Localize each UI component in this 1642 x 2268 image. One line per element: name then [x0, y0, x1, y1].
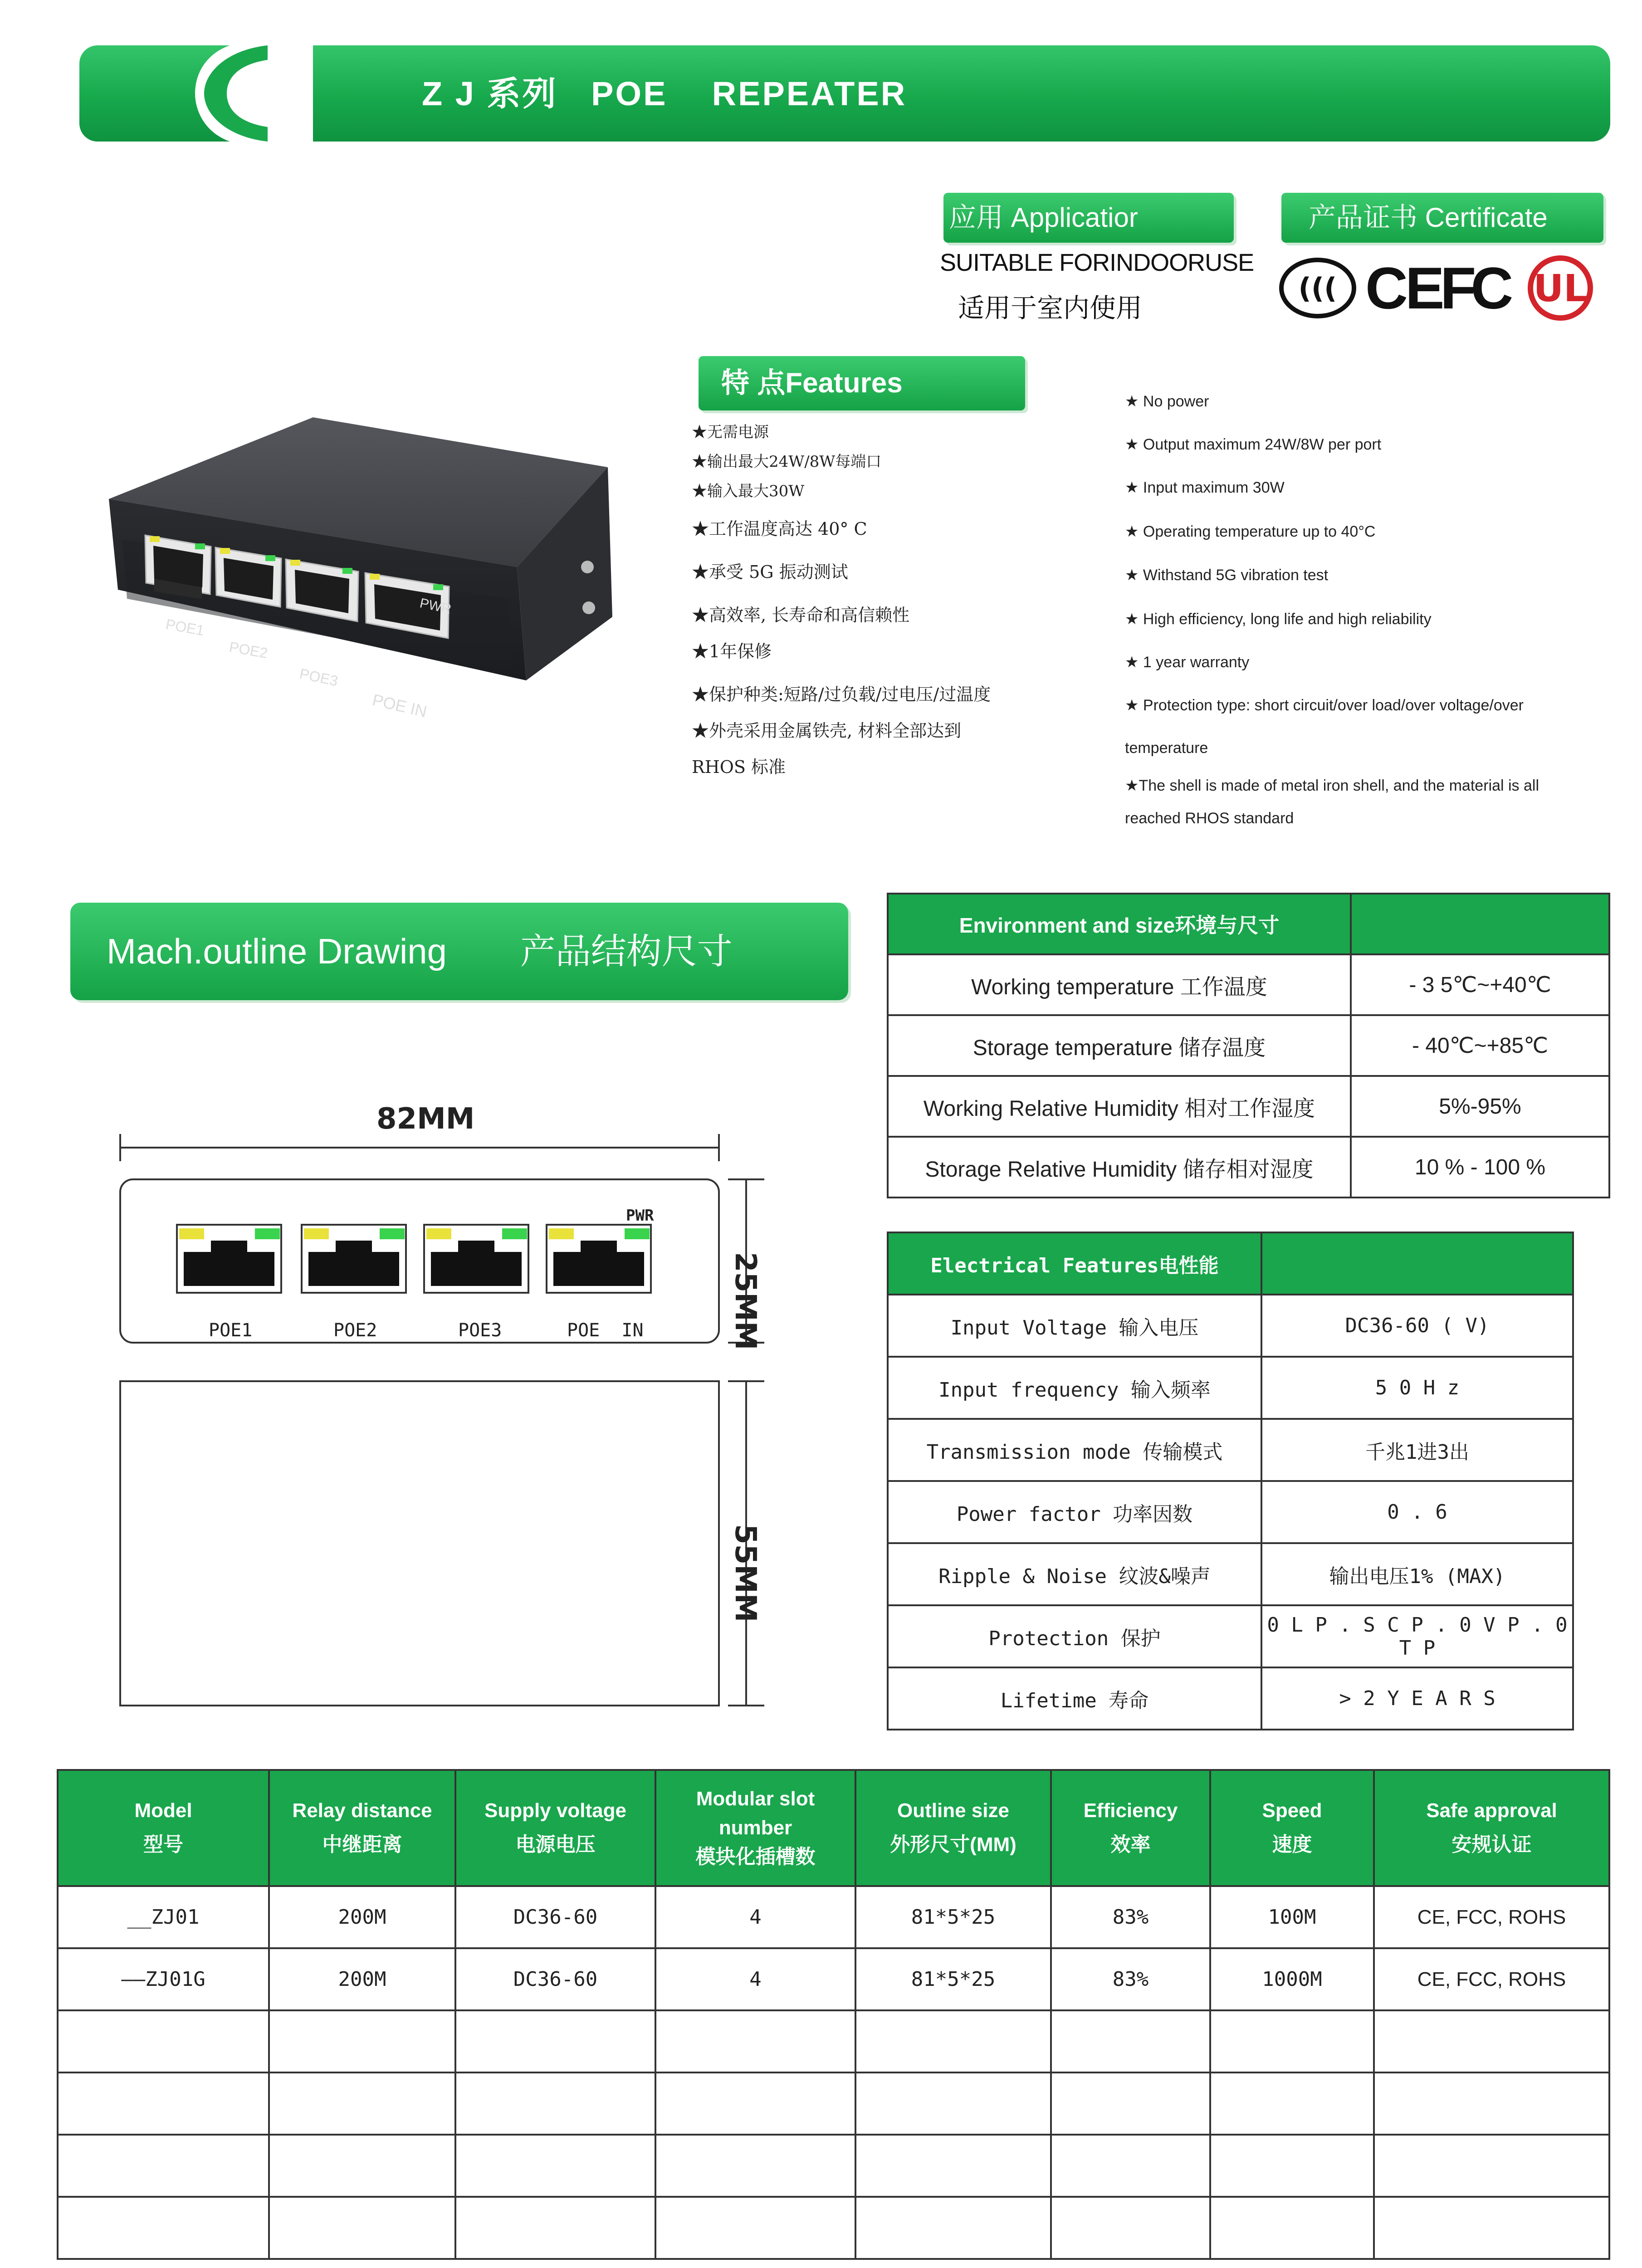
table-row	[888, 1481, 1573, 1543]
elec-value: 0 L P . S C P . 0 V P . 0 T P	[1261, 1605, 1573, 1667]
width-dimension-label: 82MM	[376, 1102, 475, 1136]
col-outline-en: Outline size	[897, 1799, 1009, 1822]
feature-cn-8: ★保护种类:短路/过负载/过电压/过温度	[692, 684, 991, 704]
photo-port-label-2: POE2	[228, 638, 269, 662]
col-supply-cn: 电源电压	[515, 1833, 596, 1856]
drawing-port-label-1: POE1	[209, 1320, 253, 1341]
table-cell: 100M	[1210, 1886, 1374, 1948]
table-cell	[455, 2135, 655, 2197]
col-speed-en: Speed	[1262, 1799, 1322, 1822]
outline-drawing	[109, 1107, 798, 1728]
elec-value: 千兆1进3出	[1261, 1419, 1573, 1481]
ce-logo-icon: CE	[1365, 255, 1442, 321]
table-header	[888, 1232, 1573, 1295]
drawing-pwr-label: PWR	[626, 1207, 654, 1225]
table-cell	[269, 2010, 455, 2072]
elec-label: Transmission mode 传输模式	[888, 1419, 1261, 1481]
env-label: Storage temperature 储存温度	[888, 1015, 1351, 1076]
table-cell	[1374, 2072, 1609, 2135]
col-model-cn: 型号	[143, 1833, 183, 1856]
elec-value: 0 . 6	[1261, 1481, 1573, 1543]
table-cell	[1210, 2072, 1374, 2135]
table-cell: ——ZJ01G	[58, 1948, 269, 2010]
electrical-table	[887, 1232, 1574, 1730]
env-header-label: Environment and size环境与尺寸	[888, 894, 1351, 954]
elec-label: Ripple & Noise 纹波&噪声	[888, 1543, 1261, 1605]
features-tab: 特 点Features	[699, 356, 1025, 411]
table-header	[58, 1770, 1609, 1886]
table-row	[888, 954, 1609, 1015]
elec-header-value	[1261, 1232, 1573, 1295]
table-cell	[855, 2197, 1051, 2259]
svg-text:UL: UL	[1533, 267, 1588, 310]
table-cell	[1374, 2010, 1609, 2072]
elec-label: Power factor 功率因数	[888, 1481, 1261, 1543]
table-cell: DC36-60	[455, 1886, 655, 1948]
header-title: Z J 系列 POE REPEATER	[422, 75, 907, 112]
feature-cn-6: ★高效率, 长寿命和高信赖性	[692, 605, 910, 625]
table-cell	[1051, 2072, 1210, 2135]
col-efficiency-en: Efficiency	[1083, 1799, 1178, 1822]
table-header	[888, 894, 1609, 954]
elec-value: DC36-60 ( V)	[1261, 1295, 1573, 1357]
certificate-tab: 产品证书 Certificate	[1281, 193, 1603, 243]
table-cell	[455, 2197, 655, 2259]
table-row	[58, 2135, 1609, 2197]
mach-outline-tab	[70, 903, 848, 1000]
table-row	[58, 2197, 1609, 2259]
feature-cn-7: ★1年保修	[692, 641, 772, 661]
feature-en-10: ★The shell is made of metal iron shell, and the material is all	[1125, 777, 1539, 794]
table-cell	[655, 2135, 855, 2197]
table-cell	[1210, 2197, 1374, 2259]
env-value: 10 % - 100 %	[1351, 1137, 1609, 1198]
table-cell	[1051, 2010, 1210, 2072]
col-outline	[855, 1770, 1051, 1886]
table-cell: 83%	[1051, 1886, 1210, 1948]
env-header-value	[1351, 894, 1609, 954]
env-value: - 40℃~+85℃	[1351, 1015, 1609, 1076]
elec-value: 5 0 H z	[1261, 1357, 1573, 1419]
env-label: Working Relative Humidity 相对工作湿度	[888, 1076, 1351, 1137]
col-outline-cn: 外形尺寸(MM)	[890, 1833, 1016, 1856]
feature-cn-4: ★工作温度高达 40° C	[692, 519, 867, 539]
drawing-port-label-3: POE3	[458, 1320, 502, 1341]
table-row	[58, 2072, 1609, 2135]
table-cell	[1051, 2135, 1210, 2197]
table-cell	[655, 2197, 855, 2259]
table-cell	[58, 2072, 269, 2135]
col-supply-en: Supply voltage	[484, 1799, 626, 1822]
col-relay-cn: 中继距离	[322, 1833, 402, 1856]
product-photo	[100, 417, 621, 780]
feature-cn-2: ★输出最大24W/8W每端口	[692, 453, 882, 471]
table-cell: __ZJ01	[58, 1886, 269, 1948]
feature-en-9: temperature	[1125, 739, 1208, 757]
photo-pwr-label: PWR	[418, 596, 453, 617]
photo-port-label-4: POE IN	[371, 690, 429, 721]
col-relay	[269, 1770, 455, 1886]
feature-en-11: reached RHOS standard	[1125, 810, 1294, 827]
table-row	[888, 1605, 1573, 1667]
elec-value: 输出电压1% (MAX)	[1261, 1543, 1573, 1605]
photo-port-label-3: POE3	[298, 665, 340, 689]
env-value: - 3 5℃~+40℃	[1351, 954, 1609, 1015]
table-cell: DC36-60	[455, 1948, 655, 2010]
table-row	[888, 1137, 1609, 1198]
table-cell	[655, 2010, 855, 2072]
table-cell: 4	[655, 1948, 855, 2010]
elec-header-label: Electrical Features电性能	[888, 1232, 1261, 1295]
mach-tab-cn: 产品结构尺寸	[520, 931, 733, 971]
top-height-dimension-label: 55MM	[728, 1524, 762, 1623]
feature-en-3: ★ Input maximum 30W	[1125, 479, 1285, 496]
table-cell	[1210, 2135, 1374, 2197]
table-cell	[269, 2197, 455, 2259]
table-cell: 200M	[269, 1948, 455, 2010]
table-row	[888, 1543, 1573, 1605]
table-row	[888, 1419, 1573, 1481]
table-cell: 4	[655, 1886, 855, 1948]
table-row	[58, 2010, 1609, 2072]
table-cell	[655, 2072, 855, 2135]
feature-cn-9: ★外壳采用金属铁壳, 材料全部达到	[692, 721, 962, 741]
env-value: 5%-95%	[1351, 1076, 1609, 1137]
table-cell	[1210, 2010, 1374, 2072]
ccc-logo-icon	[1279, 256, 1356, 320]
feature-en-8: ★ Protection type: short circuit/over load/over voltage/over	[1125, 697, 1524, 714]
col-slot	[655, 1770, 855, 1886]
col-speed	[1210, 1770, 1374, 1886]
feature-en-6: ★ High efficiency, long life and high reliability	[1125, 611, 1432, 628]
elec-label: Input Voltage 输入电压	[888, 1295, 1261, 1357]
table-row	[58, 1948, 1609, 2010]
table-cell: 81*5*25	[855, 1886, 1051, 1948]
table-cell: 200M	[269, 1886, 455, 1948]
elec-value: > 2 Y E A R S	[1261, 1667, 1573, 1730]
col-slot-en2: number	[718, 1817, 792, 1839]
table-cell: 83%	[1051, 1948, 1210, 2010]
table-cell: CE, FCC, ROHS	[1374, 1948, 1609, 2010]
col-efficiency	[1051, 1770, 1210, 1886]
application-line-cn: 适用于室内使用	[958, 293, 1143, 323]
col-speed-cn: 速度	[1272, 1833, 1312, 1856]
env-label: Working temperature 工作温度	[888, 954, 1351, 1015]
feature-cn-1: ★无需电源	[692, 423, 769, 441]
elec-label: Lifetime 寿命	[888, 1667, 1261, 1730]
col-model	[58, 1770, 269, 1886]
table-cell	[855, 2072, 1051, 2135]
feature-en-7: ★ 1 year warranty	[1125, 654, 1250, 671]
fc-logo-icon: FC	[1440, 255, 1508, 321]
table-row	[888, 1667, 1573, 1730]
env-label: Storage Relative Humidity 储存相对湿度	[888, 1137, 1351, 1198]
table-row	[58, 1886, 1609, 1948]
drawing-port-label-2: POE2	[333, 1320, 377, 1341]
feature-cn-10: RHOS 标准	[692, 757, 786, 777]
feature-en-5: ★ Withstand 5G vibration test	[1125, 567, 1329, 584]
col-model-en: Model	[134, 1799, 192, 1822]
table-cell	[455, 2072, 655, 2135]
application-line-en: SUITABLE FORINDOORUSE	[940, 249, 1254, 276]
col-supply	[455, 1770, 655, 1886]
table-cell: CE, FCC, ROHS	[1374, 1886, 1609, 1948]
table-cell	[1374, 2135, 1609, 2197]
table-row	[888, 1357, 1573, 1419]
table-row	[888, 1076, 1609, 1137]
photo-port-label-1: POE1	[164, 616, 205, 639]
feature-cn-5: ★承受 5G 振动测试	[692, 562, 848, 582]
table-cell: 1000M	[1210, 1948, 1374, 2010]
table-row	[888, 1295, 1573, 1357]
col-slot-cn: 模块化插槽数	[695, 1845, 816, 1868]
table-cell	[1051, 2197, 1210, 2259]
col-safe-en: Safe approval	[1426, 1799, 1557, 1822]
table-cell	[855, 2135, 1051, 2197]
drawing-port-label-4: POE IN	[567, 1320, 644, 1341]
table-cell	[58, 2197, 269, 2259]
table-cell	[455, 2010, 655, 2072]
feature-en-2: ★ Output maximum 24W/8W per port	[1125, 436, 1382, 453]
table-cell: 81*5*25	[855, 1948, 1051, 2010]
table-cell	[58, 2135, 269, 2197]
mach-tab-en: Mach.outline Drawing	[107, 931, 447, 971]
feature-cn-3: ★输入最大30W	[692, 482, 805, 500]
table-cell	[269, 2072, 455, 2135]
front-height-dimension-label: 25MM	[728, 1252, 762, 1350]
feature-en-4: ★ Operating temperature up to 40°C	[1125, 523, 1376, 540]
table-cell	[1374, 2197, 1609, 2259]
elec-label: Protection 保护	[888, 1605, 1261, 1667]
elec-label: Input frequency 输入频率	[888, 1357, 1261, 1419]
application-tab: 应用 Applicatior	[943, 193, 1234, 243]
environment-table	[887, 893, 1610, 1198]
table-cell	[855, 2010, 1051, 2072]
col-relay-en: Relay distance	[292, 1799, 432, 1822]
table-row	[888, 1015, 1609, 1076]
model-table	[57, 1769, 1610, 2260]
banner-c-mark	[191, 45, 268, 142]
svg-text:(((: (((	[1298, 272, 1337, 305]
ul-logo-icon	[1526, 254, 1594, 322]
col-safe	[1374, 1770, 1609, 1886]
feature-en-1: ★ No power	[1125, 393, 1209, 410]
table-cell	[269, 2135, 455, 2197]
table-cell	[58, 2010, 269, 2072]
col-safe-cn: 安规认证	[1451, 1833, 1532, 1856]
col-slot-en: Modular slot	[696, 1788, 815, 1810]
col-efficiency-cn: 效率	[1110, 1833, 1151, 1856]
